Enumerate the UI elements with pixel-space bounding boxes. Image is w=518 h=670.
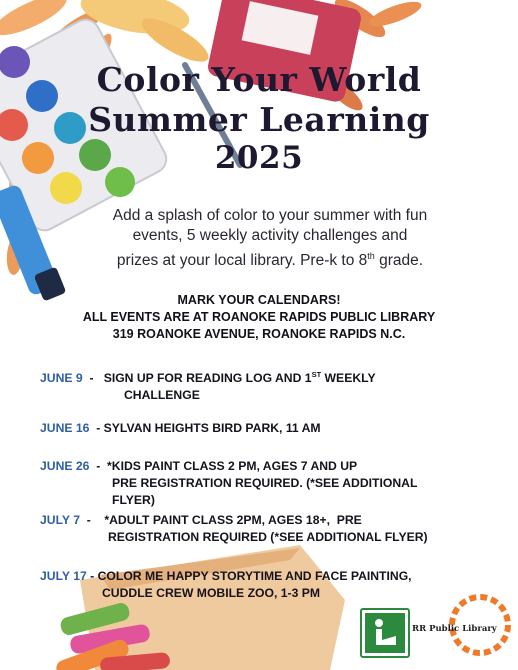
event-date: JULY 7 (40, 513, 80, 527)
address-line: 319 ROANOKE AVENUE, ROANOKE RAPIDS N.C. (112, 327, 406, 341)
intro-text: grade. (374, 252, 424, 270)
event-text: - SYLVAN HEIGHTS BIRD PARK, 11 AM (89, 421, 321, 435)
event-text: - *KIDS PAINT CLASS 2 PM, AGES 7 AND UP (89, 459, 358, 473)
title-year: 2025 (214, 140, 304, 176)
event-line (40, 568, 510, 585)
event-date: JUNE 9 (40, 371, 83, 386)
event-text: WEEKLY (321, 371, 376, 386)
event-date: JULY 17 (40, 569, 87, 583)
intro-line: Add a splash of color to your summer with fun (112, 207, 428, 224)
crayon-box-illustration (54, 545, 345, 670)
intro-text: prizes at your local library. Pre-k to 8 (116, 252, 368, 270)
event-text: REGISTRATION REQUIRED (*SEE ADDITIONAL FLYER) (108, 530, 428, 544)
intro-line: events, 5 weekly activity challenges and (132, 227, 408, 244)
intro-paragraph (40, 206, 500, 271)
superscript: th (367, 251, 375, 261)
event-text: SIGN UP FOR READING LOG AND 1 (103, 371, 312, 386)
location-line: ALL EVENTS ARE AT ROANOKE RAPIDS PUBLIC LIBRARY (82, 310, 436, 324)
event-text: PRE REGISTRATION REQUIRED. (*SEE ADDITIONAL (112, 476, 418, 490)
event-june-16 (40, 420, 500, 437)
library-logo (360, 608, 410, 658)
event-line (40, 458, 510, 475)
event-date: JUNE 16 (40, 421, 90, 435)
library-name: RR Public Library (412, 624, 497, 634)
title-line-1: Color Your World (96, 60, 422, 99)
event-line (40, 512, 510, 529)
event-text: FLYER) (112, 493, 155, 507)
event-text: - COLOR ME HAPPY STORYTIME AND FACE PAINTING, (86, 569, 412, 583)
event-text: - *ADULT PAINT CLASS 2PM, AGES 18+, PRE (79, 513, 362, 527)
reader-icon (362, 610, 408, 656)
mark-calendars-heading: MARK YOUR CALENDARS! (177, 293, 341, 307)
title-line-2: Summer Learning (88, 100, 430, 139)
event-july-7 (40, 512, 510, 546)
event-july-17 (40, 568, 510, 602)
event-text: CHALLENGE (124, 388, 200, 403)
event-text: CUDDLE CREW MOBILE ZOO, 1-3 PM (102, 586, 321, 600)
event-date: JUNE 26 (40, 459, 90, 473)
event-june-9 (40, 366, 500, 404)
superscript: ST (311, 370, 322, 379)
event-separator: - (82, 371, 104, 386)
event-line (40, 366, 500, 387)
intro-line (40, 246, 500, 271)
event-june-26 (40, 458, 510, 509)
